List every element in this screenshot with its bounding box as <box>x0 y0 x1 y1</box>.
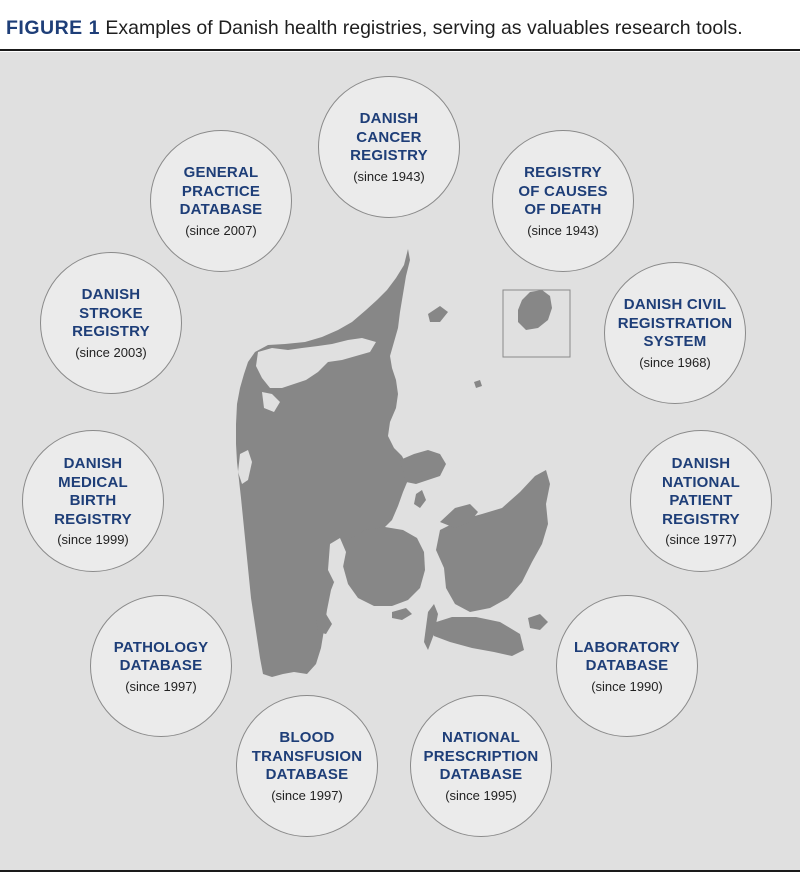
registry-since: (since 1997) <box>271 787 343 803</box>
registry-name: LABORATORY DATABASE <box>574 638 680 674</box>
registry-since: (since 1943) <box>527 222 599 238</box>
registry-since: (since 1990) <box>591 678 663 694</box>
registry-name: DANISH STROKE REGISTRY <box>72 286 150 341</box>
registry-blood-transfusion-database <box>236 695 378 837</box>
registry-name: REGISTRY OF CAUSES OF DEATH <box>518 164 608 219</box>
bottom-divider <box>0 870 800 872</box>
registry-name: NATIONAL PRESCRIPTION DATABASE <box>423 729 539 784</box>
funen-island <box>343 527 425 606</box>
registry-laboratory-database <box>556 595 698 737</box>
registry-danish-cancer-registry <box>318 76 460 218</box>
djursland <box>400 450 446 484</box>
laeso-island <box>428 306 448 322</box>
registry-name: BLOOD TRANSFUSION DATABASE <box>251 729 363 784</box>
registry-since: (since 2003) <box>75 344 147 360</box>
registry-since: (since 1968) <box>639 354 711 370</box>
registry-stroke-registry <box>40 252 182 394</box>
registry-since: (since 1997) <box>125 678 197 694</box>
samso-island <box>414 490 426 508</box>
figure-caption-text: Examples of Danish health registries, serving as valuables research tools. <box>105 17 743 39</box>
registry-name: DANISH MEDICAL BIRTH REGISTRY <box>54 455 132 528</box>
registry-name: PATHOLOGY DATABASE <box>113 638 209 674</box>
lolland-falster <box>430 617 524 656</box>
jutland-landmass <box>236 249 410 677</box>
registry-since: (since 2007) <box>185 222 257 238</box>
anholt-island <box>474 380 482 388</box>
figure-caption <box>6 17 796 40</box>
registry-general-practice-database <box>150 130 292 272</box>
figure-label: FIGURE 1 <box>6 17 100 39</box>
aero-island <box>392 608 412 620</box>
registry-civil-registration-system <box>604 262 746 404</box>
registry-causes-of-death <box>492 130 634 272</box>
registry-name: DANISH CIVIL REGISTRATION SYSTEM <box>617 296 733 351</box>
figure-panel <box>0 52 800 870</box>
registry-national-prescription-database <box>410 695 552 837</box>
registry-medical-birth-registry <box>22 430 164 572</box>
zealand-island <box>436 470 550 612</box>
registry-since: (since 1943) <box>353 168 425 184</box>
mon-island <box>528 614 548 630</box>
registry-name: DANISH NATIONAL PATIENT REGISTRY <box>662 455 740 528</box>
registry-since: (since 1977) <box>665 532 737 547</box>
registry-since: (since 1995) <box>445 787 517 803</box>
registry-name: GENERAL PRACTICE DATABASE <box>179 164 263 219</box>
registry-name: DANISH CANCER REGISTRY <box>350 110 428 165</box>
registry-pathology-database <box>90 595 232 737</box>
registry-national-patient-registry <box>630 430 772 572</box>
top-divider <box>0 49 800 51</box>
registry-since: (since 1999) <box>57 532 129 547</box>
bornholm-island <box>518 290 552 330</box>
